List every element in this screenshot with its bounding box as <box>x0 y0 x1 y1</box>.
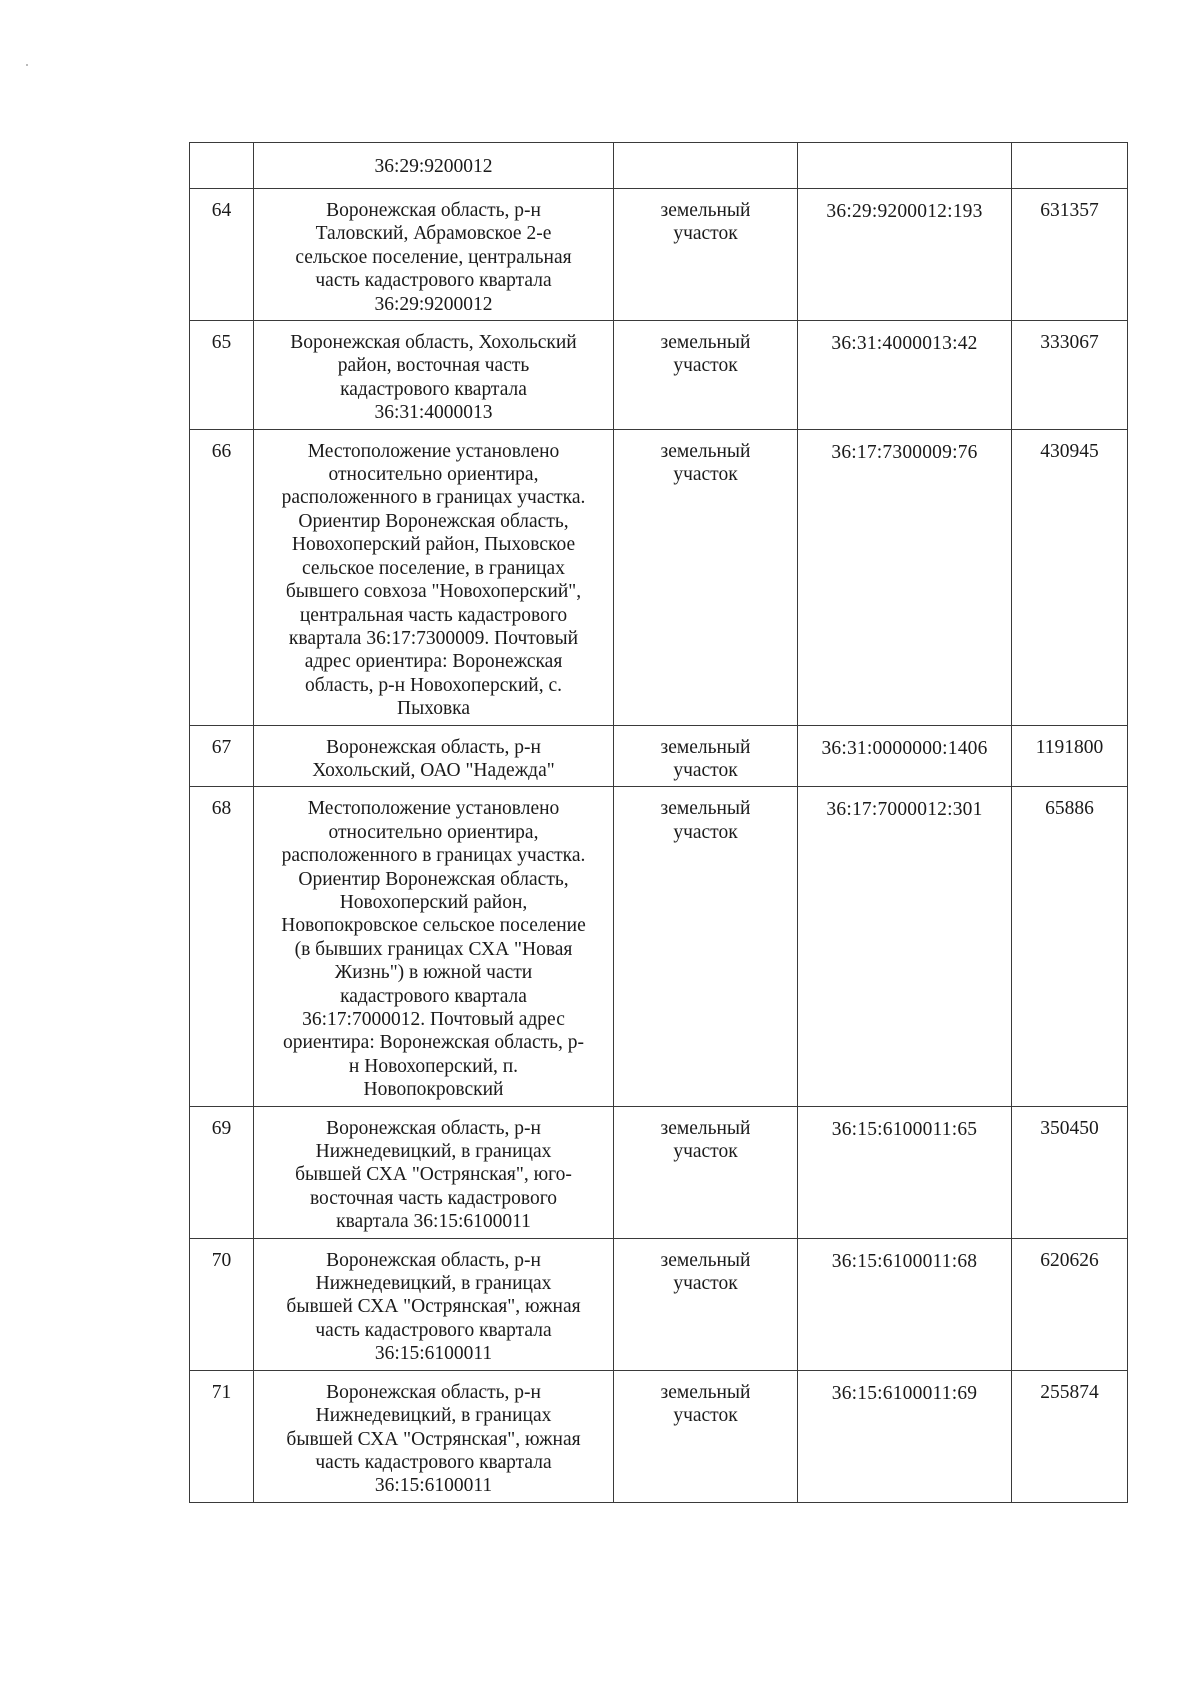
cell-cadastral-number: 36:31:0000000:1406 <box>798 725 1012 787</box>
object-type-line: участок <box>673 223 738 245</box>
address-line: Воронежская область, Хохольский <box>290 332 577 354</box>
cell-address <box>254 189 614 321</box>
address-line: относительно ориентира, <box>328 464 539 486</box>
cell-area: 620626 <box>1012 1238 1128 1370</box>
address-line: бывшей СХА "Острянская", юго- <box>295 1164 572 1186</box>
cell-cadastral-number: 36:29:9200012:193 <box>798 189 1012 321</box>
cell-area: 255874 <box>1012 1370 1128 1502</box>
address-line: адрес ориентира: Воронежская <box>304 651 563 673</box>
address-line: расположенного в границах участка. <box>281 845 586 867</box>
cell-area <box>1012 143 1128 189</box>
address-line: 36:17:7000012. Почтовый адрес <box>302 1009 565 1030</box>
cell-object-type <box>614 787 798 1106</box>
cell-address <box>254 1238 614 1370</box>
object-type-line: участок <box>673 464 738 486</box>
address-line: бывшего совхоза "Новохоперский", <box>285 581 582 603</box>
address-line: Воронежская область, р-н <box>326 1249 541 1271</box>
address-line: 36:31:4000013 <box>374 402 493 424</box>
cell-number: 70 <box>190 1238 254 1370</box>
address-line: квартала 36:17:7300009. Почтовый <box>288 627 579 649</box>
cell-cadastral-number: 36:15:6100011:68 <box>798 1238 1012 1370</box>
cell-area: 333067 <box>1012 321 1128 430</box>
object-type-line: земельный <box>660 736 751 758</box>
cell-address <box>254 429 614 725</box>
cell-address <box>254 321 614 430</box>
table-row <box>190 1370 1128 1502</box>
address-line: Новопокровское сельское поселение <box>281 915 586 937</box>
table-body <box>190 143 1128 1503</box>
cell-number: 64 <box>190 189 254 321</box>
cell-number: 69 <box>190 1106 254 1238</box>
cell-number: 67 <box>190 725 254 787</box>
cell-address <box>254 725 614 787</box>
cell-area: 65886 <box>1012 787 1128 1106</box>
cell-address <box>254 1106 614 1238</box>
cell-object-type <box>614 1106 798 1238</box>
object-type-line: участок <box>673 1273 738 1295</box>
address-line: Нижнедевицкий, в границах <box>315 1141 552 1163</box>
cell-cadastral-number: 36:15:6100011:69 <box>798 1370 1012 1502</box>
cell-number: 65 <box>190 321 254 430</box>
address-line: Новохоперский район, Пыховское <box>291 534 576 556</box>
address-line: Нижнедевицкий, в границах <box>315 1273 552 1295</box>
address-line: ориентира: Воронежская область, р- <box>282 1032 585 1054</box>
address-line: восточная часть кадастрового <box>309 1187 558 1209</box>
object-type-line: участок <box>673 1405 738 1427</box>
object-type-line: участок <box>673 821 738 843</box>
address-line: Новопокровский <box>363 1079 504 1101</box>
table-row-continuation <box>190 143 1128 189</box>
object-type-line: земельный <box>660 200 751 221</box>
cell-object-type <box>614 1238 798 1370</box>
table-row <box>190 1106 1128 1238</box>
cell-object-type <box>614 189 798 321</box>
address-line: область, р-н Новохоперский, с. <box>305 674 562 696</box>
address-line: 36:29:9200012 <box>374 156 493 177</box>
address-line: Воронежская область, р-н <box>326 1381 541 1403</box>
cell-cadastral-number: 36:17:7300009:76 <box>798 429 1012 725</box>
address-line: Жизнь") в южной части <box>334 962 533 984</box>
address-line: Воронежская область, р-н <box>326 736 541 758</box>
address-line: 36:15:6100011 <box>374 1343 493 1365</box>
table-row <box>190 787 1128 1106</box>
cell-number: 68 <box>190 787 254 1106</box>
address-line: Новохоперский район, <box>339 891 528 913</box>
address-line: бывшей СХА "Острянская", южная <box>286 1428 581 1450</box>
address-line: Хохольский, ОАО "Надежда" <box>312 759 555 781</box>
address-line: Ориентир Воронежская область, <box>298 868 569 890</box>
table-row <box>190 189 1128 321</box>
cell-cadastral-number: 36:31:4000013:42 <box>798 321 1012 430</box>
cell-object-type <box>614 1370 798 1502</box>
cell-object-type <box>614 321 798 430</box>
cell-object-type <box>614 143 798 189</box>
address-line: Ориентир Воронежская область, <box>298 510 569 532</box>
object-type-line: участок <box>673 759 738 781</box>
object-type-line: земельный <box>660 1381 751 1403</box>
cell-area: 350450 <box>1012 1106 1128 1238</box>
land-plots-table <box>189 142 1128 1503</box>
table-row <box>190 725 1128 787</box>
address-line: относительно ориентира, <box>328 821 539 843</box>
cell-number: 66 <box>190 429 254 725</box>
cell-address <box>254 143 614 189</box>
address-line: сельское поселение, в границах <box>302 557 565 579</box>
address-line: часть кадастрового квартала <box>315 1319 552 1341</box>
cell-object-type <box>614 429 798 725</box>
address-line: центральная часть кадастрового <box>299 604 568 626</box>
table-row <box>190 429 1128 725</box>
address-line: 36:15:6100011 <box>374 1475 493 1497</box>
address-line: бывшей СХА "Острянская", южная <box>286 1296 581 1318</box>
address-line: сельское поселение, центральная <box>295 246 572 268</box>
address-line: Местоположение установлено <box>307 440 560 462</box>
object-type-line: земельный <box>660 798 751 820</box>
address-line: Воронежская область, р-н <box>326 200 541 221</box>
cell-area: 631357 <box>1012 189 1128 321</box>
cell-area: 430945 <box>1012 429 1128 725</box>
object-type-line: земельный <box>660 1117 751 1139</box>
scan-speck <box>26 64 28 66</box>
address-line: 36:29:9200012 <box>374 293 493 315</box>
object-type-line: участок <box>673 355 738 377</box>
address-line: кадастрового квартала <box>340 378 527 400</box>
address-line: часть кадастрового квартала <box>315 270 552 292</box>
address-line: расположенного в границах участка. <box>281 487 586 509</box>
object-type-line: участок <box>673 1141 738 1163</box>
address-line: часть кадастрового квартала <box>315 1451 552 1473</box>
address-line: квартала 36:15:6100011 <box>336 1211 531 1233</box>
address-line: Местоположение установлено <box>307 798 560 820</box>
cell-address <box>254 787 614 1106</box>
cell-object-type <box>614 725 798 787</box>
cell-number <box>190 143 254 189</box>
address-line: н Новохоперский, п. <box>348 1055 519 1077</box>
cell-cadastral-number: 36:15:6100011:65 <box>798 1106 1012 1238</box>
cell-address <box>254 1370 614 1502</box>
cell-area: 1191800 <box>1012 725 1128 787</box>
address-line: кадастрового квартала <box>340 985 527 1007</box>
address-line: Пыховка <box>397 698 470 720</box>
object-type-line: земельный <box>660 440 751 462</box>
address-line: район, восточная часть <box>337 355 530 377</box>
table-row <box>190 321 1128 430</box>
address-line: Нижнедевицкий, в границах <box>315 1405 552 1427</box>
address-line: (в бывших границах СХА "Новая <box>294 938 573 960</box>
address-line: Таловский, Абрамовское 2-е <box>315 223 552 245</box>
cell-cadastral-number <box>798 143 1012 189</box>
address-line: Воронежская область, р-н <box>326 1117 541 1139</box>
cell-cadastral-number: 36:17:7000012:301 <box>798 787 1012 1106</box>
table-row <box>190 1238 1128 1370</box>
object-type-line: земельный <box>660 1249 751 1271</box>
cell-number: 71 <box>190 1370 254 1502</box>
object-type-line: земельный <box>660 332 751 354</box>
